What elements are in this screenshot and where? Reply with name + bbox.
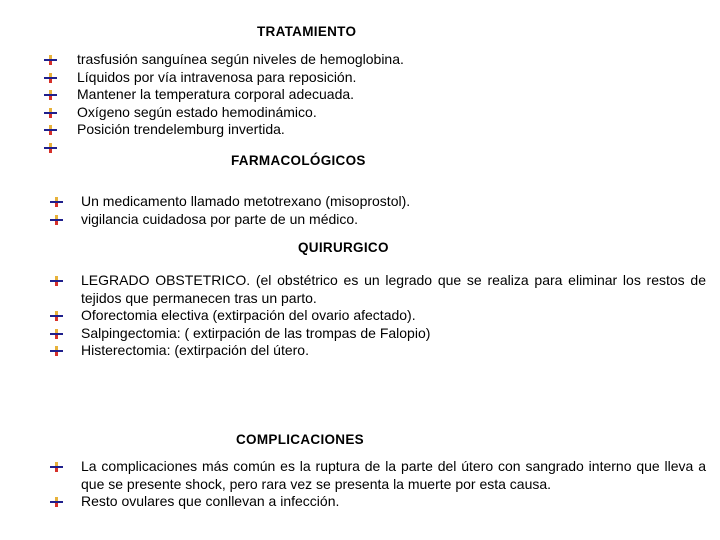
- list-item: [44, 121, 604, 139]
- list-item-text: Líquidos por vía intravenosa para reposición.: [77, 68, 357, 85]
- arrow-bullet-icon: [50, 346, 64, 356]
- list-item: [44, 86, 604, 104]
- list-item: [50, 211, 610, 229]
- section-heading-tratamiento: TRATAMIENTO: [257, 24, 357, 39]
- list-item: [44, 69, 604, 87]
- list-item: [50, 458, 706, 493]
- list-item-text: Oforectomia electiva (extirpación del ovario afectado).: [81, 307, 416, 323]
- list-item-text: Un medicamento llamado metotrexano (misoprostol).: [81, 193, 411, 209]
- arrow-bullet-icon: [50, 329, 64, 339]
- list-farmacologicos: [50, 193, 610, 228]
- list-item-text: Resto ovulares que conllevan a infección.: [81, 493, 340, 509]
- arrow-bullet-icon: [44, 90, 58, 100]
- list-item: [50, 342, 706, 360]
- arrow-bullet-icon: [44, 55, 58, 65]
- list-item-text: Posición trendelemburg invertida.: [77, 121, 285, 137]
- list-item-text: vigilancia cuidadosa por parte de un médico.: [81, 210, 359, 227]
- arrow-bullet-icon: [44, 125, 58, 135]
- list-tratamiento: [44, 51, 604, 156]
- list-item-text: LEGRADO OBSTETRICO. (el obstétrico es un legrado que se realiza para eliminar los restos de tejidos que permanecen tras un parto.: [81, 272, 706, 306]
- section-heading-quirurgico: QUIRURGICO: [298, 240, 389, 255]
- list-item-text: Salpingectomia: ( extirpación de las trompas de Falopio): [81, 324, 431, 341]
- list-item-text: trasfusión sanguínea según niveles de hemoglobina.: [77, 51, 404, 67]
- list-item-text: Oxígeno según estado hemodinámico.: [77, 103, 317, 120]
- list-item: [50, 325, 706, 343]
- list-item: [44, 51, 604, 69]
- arrow-bullet-icon: [50, 276, 64, 286]
- list-item-text: La complicaciones más común es la ruptura de la parte del útero con sangrado interno que lleva a que se presente shock, pero rara vez se presenta la muerte por esta causa.: [81, 458, 706, 492]
- arrow-bullet-icon: [44, 73, 58, 83]
- section-heading-complicaciones: COMPLICACIONES: [236, 432, 364, 447]
- list-item: [50, 272, 706, 307]
- section-heading-farmacologicos: FARMACOLÓGICOS: [231, 153, 366, 168]
- list-item: [50, 307, 706, 325]
- list-item: [50, 193, 610, 211]
- list-item-text: Mantener la temperatura corporal adecuada.: [77, 86, 355, 102]
- arrow-bullet-icon: [44, 143, 58, 153]
- list-item: [50, 493, 706, 511]
- arrow-bullet-icon: [44, 108, 58, 118]
- arrow-bullet-icon: [50, 462, 64, 472]
- arrow-bullet-icon: [50, 497, 64, 507]
- arrow-bullet-icon: [50, 215, 64, 225]
- list-item: [44, 104, 604, 122]
- arrow-bullet-icon: [50, 197, 64, 207]
- list-quirurgico: [50, 272, 706, 360]
- list-complicaciones: [50, 458, 706, 511]
- arrow-bullet-icon: [50, 311, 64, 321]
- list-item-text: Histerectomia: (extirpación del útero.: [81, 342, 309, 358]
